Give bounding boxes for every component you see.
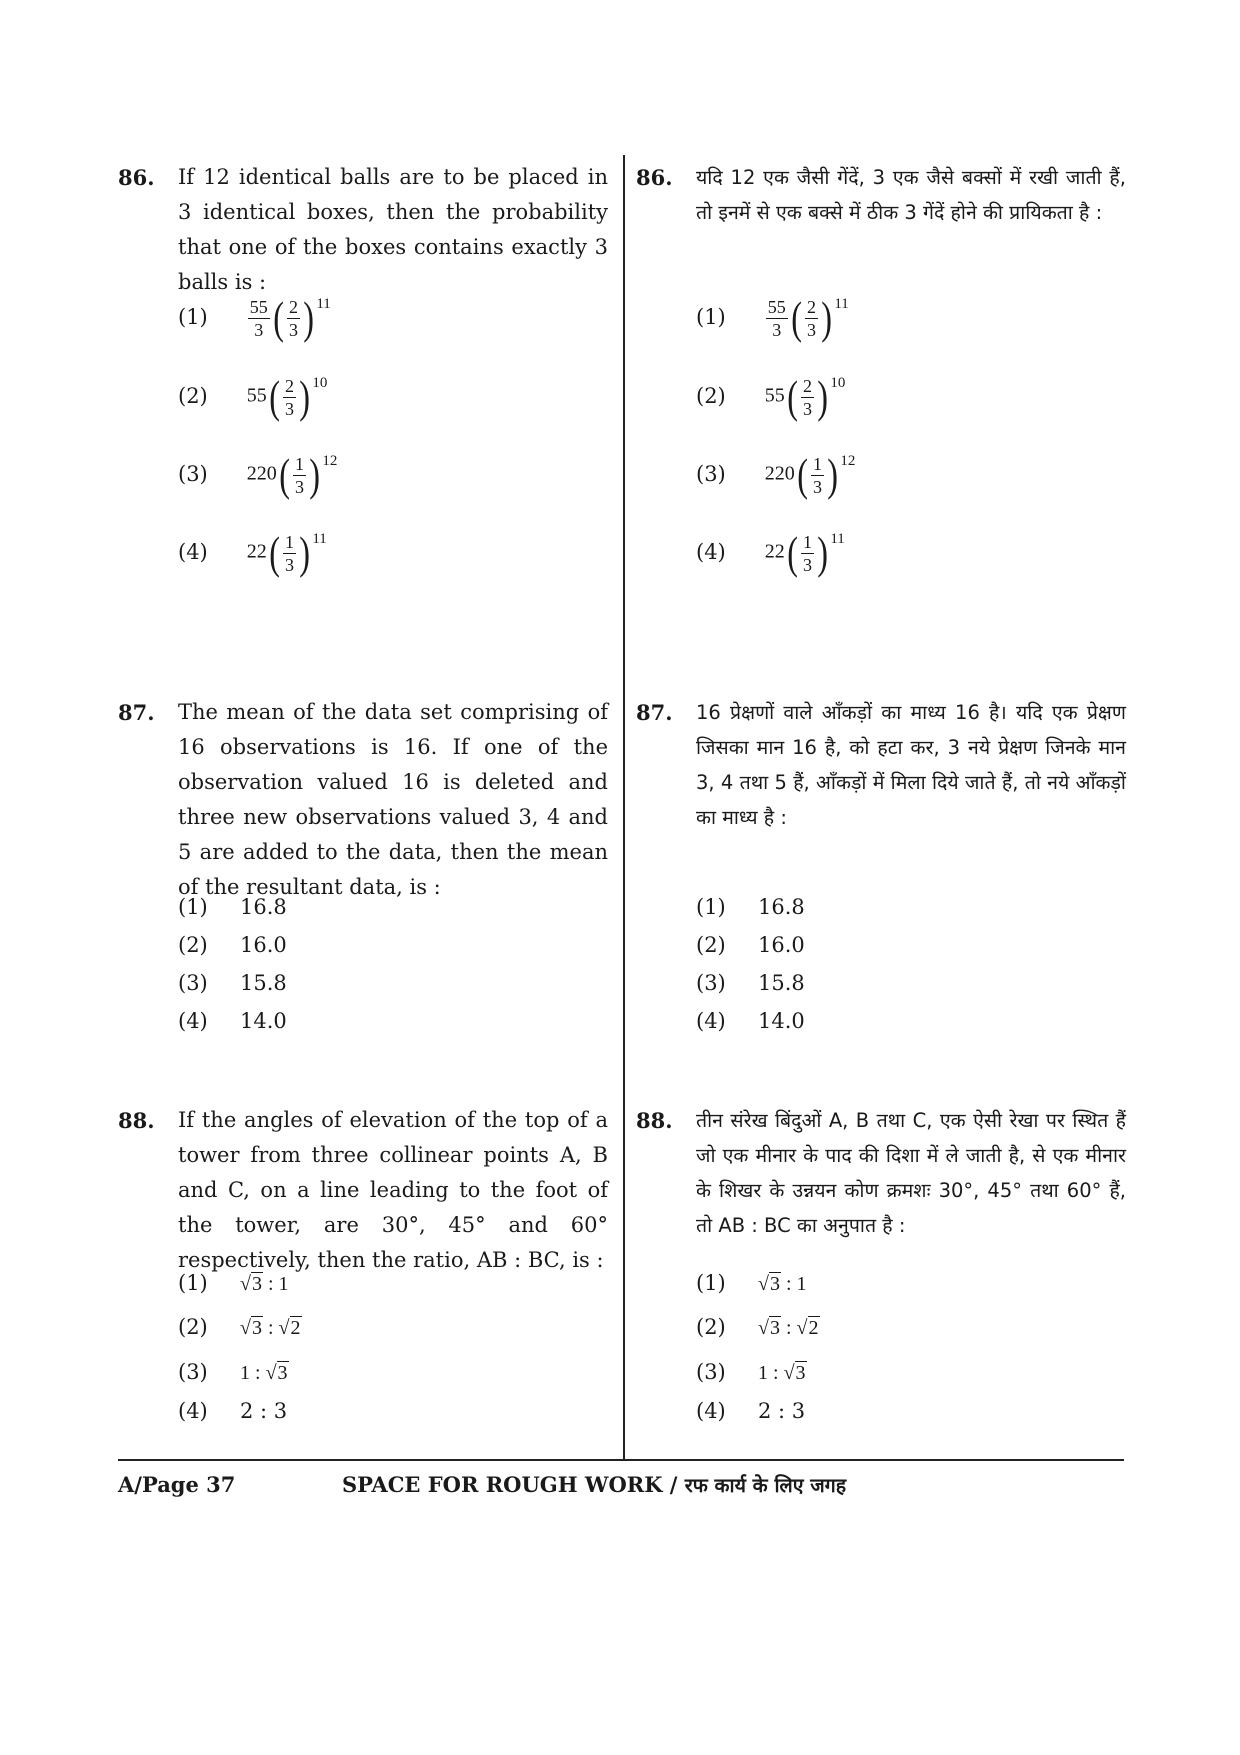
option-value: 14.0: [240, 1009, 287, 1033]
option-2: (2) √3 : √2: [696, 1315, 819, 1339]
option-2: (2) 16.0: [696, 933, 805, 957]
option-label: (3): [178, 461, 208, 486]
option-3: (3) 220( $\frac{1}{3}$ ) 12: [696, 449, 856, 500]
rough-work-label: SPACE FOR ROUGH WORK / रफ कार्य के लिए जगह: [342, 1472, 847, 1497]
question-text-hindi: तीन संरेख बिंदुओं A, B तथा C, एक ऐसी रेखा पर स्थित हैं जो एक मीनार के पाद की दिशा में ले जाती है, से एक मीनार के शिखर के उन्नयन कोण क्रमशः 30°, 45° तथा 60° हैं, तो AB : BC का अनुपात है :: [696, 1109, 1126, 1237]
option-2: (2) √3 : √2: [178, 1315, 301, 1339]
option-expression: 55( $\frac{2}{3}$ ) 10: [246, 371, 328, 422]
option-3: (3) 1 : √3: [178, 1360, 288, 1384]
option-3: (3) 15.8: [178, 971, 287, 995]
option-expression: 220( $\frac{1}{3}$ ) 12: [246, 449, 338, 500]
option-2: [178, 371, 328, 422]
option-1: (1) √3 : 1: [696, 1271, 807, 1295]
option-3: [178, 449, 338, 500]
option-3: (3) 15.8: [696, 971, 805, 995]
question-text: The mean of the data set comprising of 16 observations is 16. If one of the observation valued 16 is deleted and three new observations valued 3, 4 and 5 are added to the data, then the mean of the resultant data, is :: [178, 700, 608, 899]
option-value: 16.8: [240, 895, 287, 919]
question-number: 86.: [118, 165, 155, 190]
question-number: 88.: [636, 1108, 673, 1133]
option-label: (2): [178, 383, 208, 408]
option-4: (4) 14.0: [178, 1009, 287, 1033]
option-1: (1) √3 : 1: [178, 1271, 289, 1295]
column-divider: [623, 155, 625, 1460]
question-text-hindi: यदि 12 एक जैसी गेंदें, 3 एक जैसे बक्सों में रखी जाती हैं, तो इनमें से एक बक्से में ठीक 3 गेंदें होने की प्रायिकता है :: [696, 166, 1126, 224]
option-1: (1) $\frac{55}{3}$ ( $\frac{2}{3}$ ) 11: [696, 292, 849, 343]
option-3: (3) 1 : √3: [696, 1360, 806, 1384]
page-number: A/Page 37: [118, 1472, 236, 1497]
option-expression: 22( $\frac{1}{3}$ ) 11: [246, 527, 327, 578]
option-4: (4) 22( $\frac{1}{3}$ ) 11: [696, 527, 845, 578]
option-value: 2 : 3: [240, 1399, 288, 1423]
option-expression: $\frac{55}{3}$ ( $\frac{2}{3}$ ) 11: [249, 292, 331, 343]
option-4: (4) 14.0: [696, 1009, 805, 1033]
option-1: [178, 292, 331, 343]
question-number: 88.: [118, 1108, 155, 1133]
question-number: 86.: [636, 165, 673, 190]
option-2: (2) 16.0: [178, 933, 287, 957]
option-4: (4) 2 : 3: [178, 1399, 288, 1423]
footer-rule: [118, 1459, 1124, 1461]
option-1: (1) 16.8: [178, 895, 287, 919]
question-text: If the angles of elevation of the top of a tower from three collinear points A, B and C, on a line leading to the foot of the tower, are 30°, 45° and 60° respectively, then the ratio, AB : BC, is :: [178, 1108, 608, 1272]
option-value: 16.0: [240, 933, 287, 957]
question-number: 87.: [636, 700, 673, 725]
option-1: (1) 16.8: [696, 895, 805, 919]
option-4: (4) 2 : 3: [696, 1399, 806, 1423]
option-label: (1): [178, 304, 208, 329]
question-text: If 12 identical balls are to be placed in 3 identical boxes, then the probability that one of the boxes contains exactly 3 balls is :: [178, 165, 608, 294]
option-value: 15.8: [240, 971, 287, 995]
option-label: (4): [178, 539, 208, 564]
question-number: 87.: [118, 700, 155, 725]
option-4: [178, 527, 327, 578]
question-text-hindi: 16 प्रेक्षणों वाले आँकड़ों का माध्य 16 है। यदि एक प्रेक्षण जिसका मान 16 है, को हटा कर, 3 नये प्रेक्षण जिनके मान 3, 4 तथा 5 हैं, आँकड़ों में मिला दिये जाते हैं, तो नये आँकड़ों का माध्य है :: [696, 701, 1126, 829]
option-2: (2) 55( $\frac{2}{3}$ ) 10: [696, 371, 846, 422]
